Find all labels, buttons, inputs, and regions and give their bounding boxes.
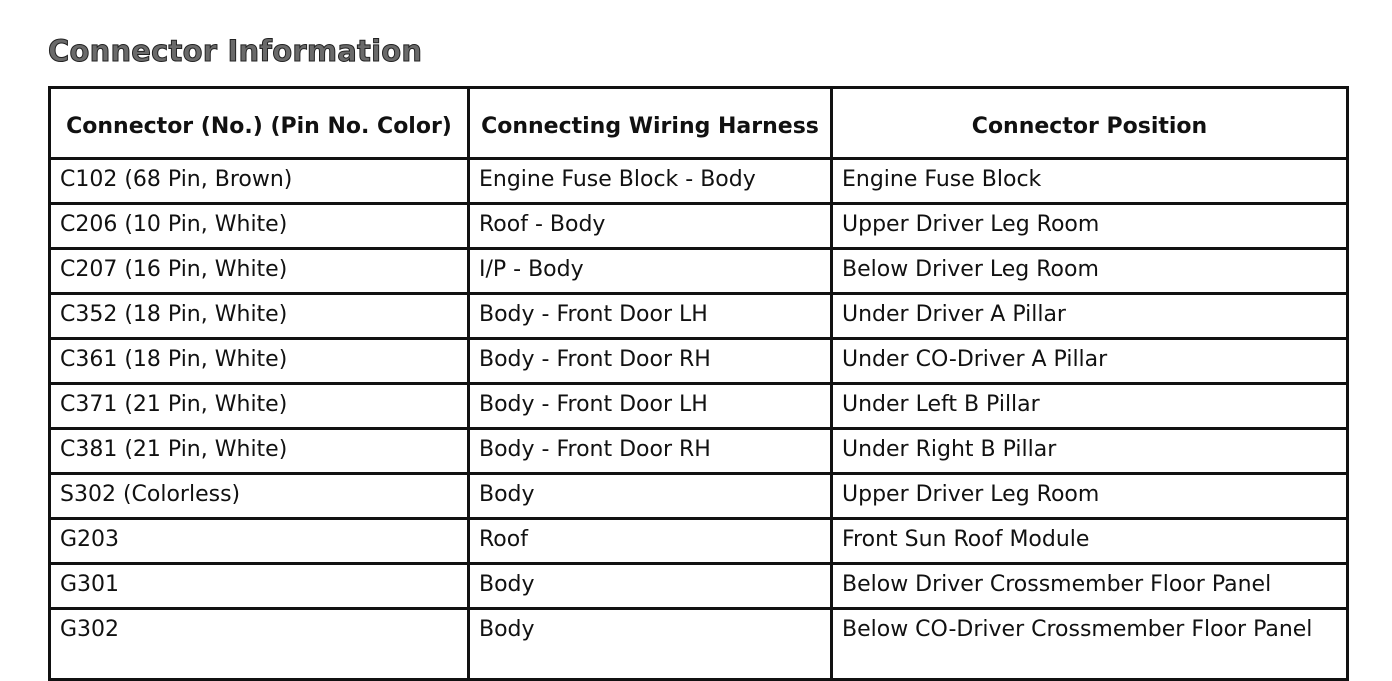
- cell-wiring-harness: Body - Front Door RH: [469, 429, 832, 474]
- table-row: [50, 294, 1348, 339]
- table-row: [50, 249, 1348, 294]
- cell-connector-position: Below Driver Crossmember Floor Panel: [832, 564, 1348, 609]
- cell-connector: S302 (Colorless): [50, 474, 469, 519]
- cell-connector-position: Front Sun Roof Module: [832, 519, 1348, 564]
- table-row: [50, 474, 1348, 519]
- header-wiring-harness: Connecting Wiring Harness: [469, 88, 832, 159]
- table-row: [50, 339, 1348, 384]
- header-connector-position: Connector Position: [832, 88, 1348, 159]
- cell-wiring-harness: Engine Fuse Block - Body: [469, 159, 832, 204]
- cell-connector: C371 (21 Pin, White): [50, 384, 469, 429]
- cell-connector: C381 (21 Pin, White): [50, 429, 469, 474]
- cell-wiring-harness: I/P - Body: [469, 249, 832, 294]
- table-header: [50, 88, 1348, 159]
- table-row: [50, 204, 1348, 249]
- header-row: [50, 88, 1348, 159]
- cell-wiring-harness: Body: [469, 609, 832, 680]
- table-row: [50, 609, 1348, 680]
- cell-wiring-harness: Roof: [469, 519, 832, 564]
- cell-connector: G301: [50, 564, 469, 609]
- cell-connector-position: Under Left B Pillar: [832, 384, 1348, 429]
- cell-connector-position: Below Driver Leg Room: [832, 249, 1348, 294]
- cell-connector: C206 (10 Pin, White): [50, 204, 469, 249]
- cell-wiring-harness: Body - Front Door LH: [469, 384, 832, 429]
- cell-connector-position: Under Driver A Pillar: [832, 294, 1348, 339]
- cell-connector: C102 (68 Pin, Brown): [50, 159, 469, 204]
- table-row: [50, 159, 1348, 204]
- cell-connector: G203: [50, 519, 469, 564]
- cell-wiring-harness: Body - Front Door LH: [469, 294, 832, 339]
- cell-connector: C361 (18 Pin, White): [50, 339, 469, 384]
- page-title: Connector Information: [48, 34, 423, 68]
- table-row: [50, 429, 1348, 474]
- cell-wiring-harness: Body: [469, 564, 832, 609]
- cell-wiring-harness: Body - Front Door RH: [469, 339, 832, 384]
- cell-connector-position: Upper Driver Leg Room: [832, 474, 1348, 519]
- table-row: [50, 519, 1348, 564]
- connector-table: [48, 86, 1349, 681]
- header-connector: Connector (No.) (Pin No. Color): [50, 88, 469, 159]
- cell-wiring-harness: Roof - Body: [469, 204, 832, 249]
- cell-connector-position: Engine Fuse Block: [832, 159, 1348, 204]
- cell-connector-position: Upper Driver Leg Room: [832, 204, 1348, 249]
- cell-connector: C207 (16 Pin, White): [50, 249, 469, 294]
- cell-connector: C352 (18 Pin, White): [50, 294, 469, 339]
- cell-connector: G302: [50, 609, 469, 680]
- cell-connector-position: Below CO-Driver Crossmember Floor Panel: [832, 609, 1348, 680]
- table-row: [50, 564, 1348, 609]
- table-row: [50, 384, 1348, 429]
- table-body: [50, 159, 1348, 680]
- cell-wiring-harness: Body: [469, 474, 832, 519]
- cell-connector-position: Under CO-Driver A Pillar: [832, 339, 1348, 384]
- cell-connector-position: Under Right B Pillar: [832, 429, 1348, 474]
